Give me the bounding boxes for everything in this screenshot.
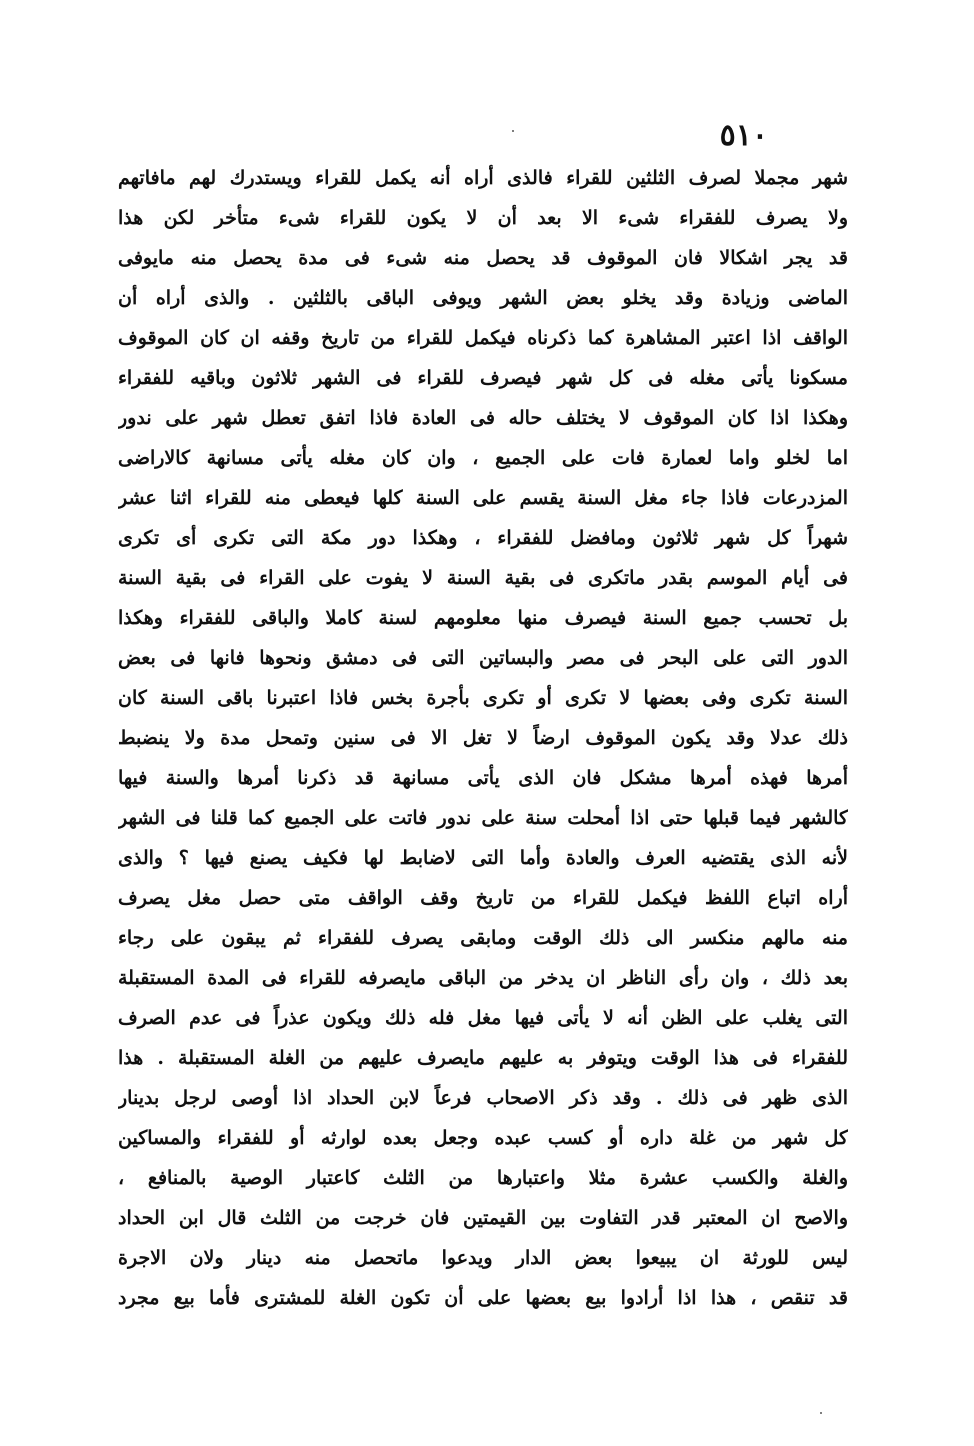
text-line: قد يجر اشكالا فان الموقوف قد يحصل منه شىء فى مدة يحصل منه مايوفى: [118, 247, 848, 269]
text-line: اما لخلو واما لعمارة فات على الجميع ، وان كان مغله يأتى مسانهة كالاراضى: [118, 447, 848, 469]
text-line: أراه اتباع اللفظ فيكمل للقراء من تاريخ وقف الواقف متى حصل مغل يصرف: [118, 887, 848, 909]
body-text: [118, 158, 848, 1318]
scan-speck: [820, 1412, 822, 1414]
scan-speck: [512, 130, 514, 132]
text-line: ولا يصرف للفقراء شىء الا بعد أن لا يكون للقراء شىء متأخر لكن هذا: [118, 207, 848, 229]
text-line: ليس للورثة ان يبيعوا بعض الدار ويدعوا ماتحصل منه دينار ولان الاجرة: [118, 1247, 848, 1269]
text-line: للفقراء فى هذا الوقت ويتوفر به عليهم مايصرف عليهم من الغلة المستقبلة . هذا: [118, 1047, 848, 1069]
text-line: قد تنقص ، هذا اذا أرادوا بيع بعضها على أن تكون الغلة للمشترى فأما بيع مجرد: [118, 1287, 848, 1309]
text-line: فى أيام الموسم بقدر ماتكرى فى بقية السنة لا يفوت على القراء فى بقية السنة: [118, 567, 848, 589]
text-line: التى يغلب على الظن أنه لا يأتى فيها مغل فله ذلك ويكون عذراً فى عدم الصرف: [118, 1007, 848, 1029]
text-line: شهر مجملا لصرف الثلثين للقراء فالذى أراه أنه يكمل للقراء ويستدرك لهم مافاتهم: [118, 167, 848, 189]
text-line: بعد ذلك ، وان رأى الناظر ان يدخر من الباقى مايصرفه للقراء فى المدة المستقبلة: [118, 967, 848, 989]
text-line: السنة تكرى وفى بعضها لا تكرى أو تكرى بأجرة بخس فاذا اعتبرنا باقى السنة كان: [118, 687, 848, 709]
text-line: كل شهر من غلة داره أو كسب عبده وجعل بعده لوارثه أو للفقراء والمساكين: [118, 1127, 848, 1149]
text-line: ذلك عدلا وقد يكون الموقوف ارضاً لا تغل الا فى سنين وتمحل مدة ولا ينضبط: [118, 727, 848, 749]
text-line: مسكونا يأتى مغله فى كل شهر فيصرف للقراء فى الشهر ثلاثون وباقيه للفقراء: [118, 367, 848, 389]
text-line: الماضى وزيادة وقد يخلو بعض الشهر ويوفى الباقى بالثلثين . والذى أراه أن: [118, 287, 848, 309]
text-line: المزدرعات فاذا جاء مغل السنة يقسم على السنة كلها فيعطى منه للقراء اثنا عشر: [118, 487, 848, 509]
page-number: ٥١٠: [719, 118, 768, 153]
text-line: الذى ظهر فى ذلك . وقد ذكر الاصحاب فرعاً لابن الحداد اذا أوصى لرجل بدينار: [118, 1087, 848, 1109]
text-line: كالشهر فيما قبلها حتى اذا أمحلت سنة على ندور فاتت على الجميع كما قلنا فى الشهر: [118, 807, 848, 829]
text-line: لأنه الذى يقتضيه العرف والعادة وأما التى لاضابط لها فكيف يصنع فيها ؟ والذى: [118, 847, 848, 869]
text-line: شهراً كل شهر ثلاثون ومافضل للفقراء ، وهكذا دور مكة التى تكرى أى تكرى: [118, 527, 848, 549]
text-line: الدور التى على البحر فى مصر والبساتين التى فى دمشق ونحوها فانها فى بعض: [118, 647, 848, 669]
text-line: أمرها فهذه أمرها مشكل فان الذى يأتى مسانهة قد ذكرنا أمرها والسنة فيها: [118, 767, 848, 789]
text-line: الواقف اذا اعتبر المشاهرة كما ذكرناه فيكمل للقراء من تاريخ وقفه ان كان الموقوف: [118, 327, 848, 349]
text-line: منه مالهم منكسر الى ذلك الوقت ومابقى يصرف للفقراء ثم يبقون على رجاء: [118, 927, 848, 949]
text-line: والغلة والكسب عشرة مثلا واعتبارها من الثلث كاعتبار الوصية بالمنافع ،: [118, 1167, 848, 1189]
text-line: والاصح ان المعتبر قدر التفاوت بين القيمتين فان خرجت من الثلث قال ابن الحداد: [118, 1207, 848, 1229]
text-line: وهكذا اذا كان الموقوف لا يختلف حاله فى العادة فاذا اتفق تعطل شهر على ندور: [118, 407, 848, 429]
text-line: بل تحسب جميع السنة فيصرف منها معلومهم لسنة كاملا والباقى للفقراء وهكذا: [118, 607, 848, 629]
